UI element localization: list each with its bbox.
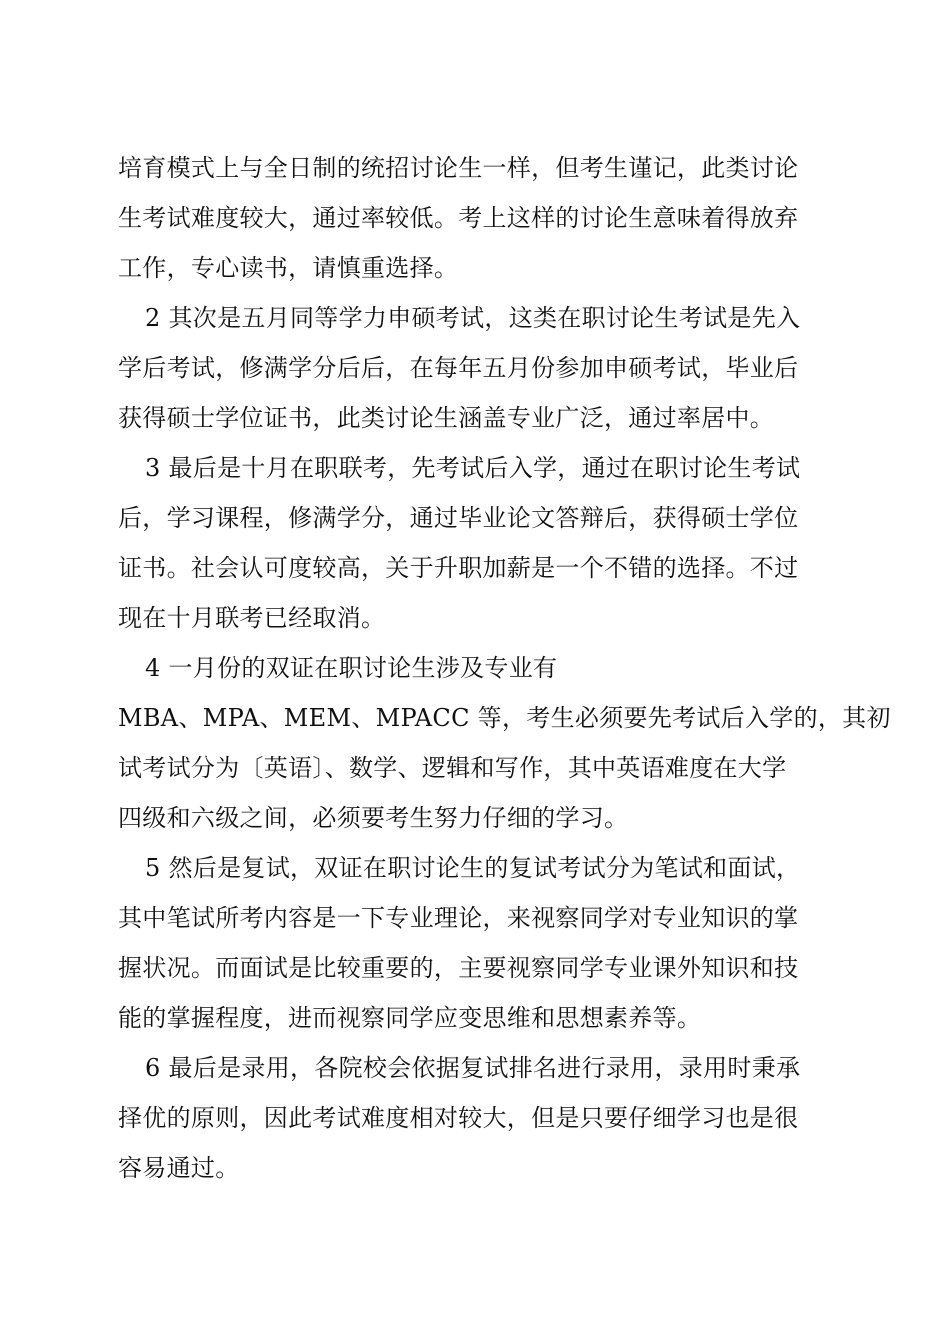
- paragraph-3-first-line: 3 最后是十月在职联考，先考试后入学，通过在职讨论生考试: [145, 454, 801, 482]
- paragraph-6-first-line: 6 最后是录用，各院校会依据复试排名进行录用，录用时秉承: [145, 1054, 801, 1082]
- text-line: 证书。社会认可度较高，关于升职加薪是一个不错的选择。不过: [118, 554, 799, 582]
- text-line: 其中笔试所考内容是一下专业理论，来视察同学对专业知识的掌: [118, 904, 799, 932]
- paragraph-2-first-line: 2 其次是五月同等学力申硕考试，这类在职讨论生考试是先入: [145, 304, 801, 332]
- text-line: 生考试难度较大，通过率较低。考上这样的讨论生意味着得放弃: [118, 204, 799, 232]
- paragraph-5-first-line: 5 然后是复试，双证在职讨论生的复试考试分为笔试和面试，: [145, 854, 801, 882]
- text-line: 学后考试，修满学分后后，在每年五月份参加申硕考试，毕业后: [118, 354, 799, 382]
- text-line: 获得硕士学位证书，此类讨论生涵盖专业广泛，通过率居中。: [118, 404, 775, 432]
- text-line: 握状况。而面试是比较重要的，主要视察同学专业课外知识和技: [118, 954, 799, 982]
- text-line: 择优的原则，因此考试难度相对较大，但是只要仔细学习也是很: [118, 1104, 799, 1132]
- text-line: 试考试分为〔英语〕、数学、逻辑和写作，其中英语难度在大学: [118, 754, 787, 782]
- text-line: 后，学习课程，修满学分，通过毕业论文答辩后，获得硕士学位: [118, 504, 799, 532]
- text-line: MBA、MPA、MEM、MPACC 等，考生必须要先考试后入学的，其初: [118, 704, 891, 732]
- text-line: 能的掌握程度，进而视察同学应变思维和思想素养等。: [118, 1004, 702, 1032]
- paragraph-4-first-line: 4 一月份的双证在职讨论生涉及专业有: [145, 654, 558, 682]
- text-line: 容易通过。: [118, 1154, 240, 1182]
- text-line: 四级和六级之间，必须要考生努力仔细的学习。: [118, 804, 629, 832]
- text-line: 现在十月联考已经取消。: [118, 604, 386, 632]
- text-line: 培育模式上与全日制的统招讨论生一样，但考生谨记，此类讨论: [118, 154, 799, 182]
- text-line: 工作，专心读书，请慎重选择。: [118, 254, 459, 282]
